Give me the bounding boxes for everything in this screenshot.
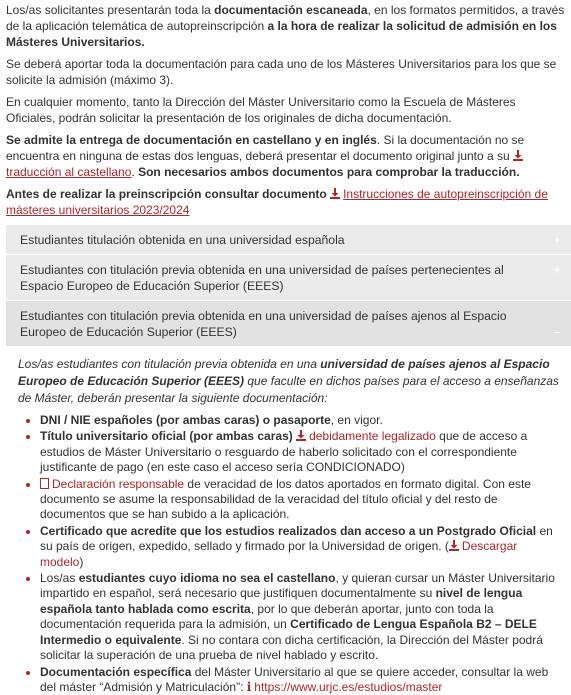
panel-intro: Los/as estudiantes con titulación previa obtenida en una universidad de países ajenos al Espacio Europeo de Educación Superior (EEES) que faculte en dichos países para el acceso a enseñanzas de Máster, deberán presentar la siguiente documentación:	[18, 356, 563, 407]
list-item: • DNI / NIE españoles (por ambas caras) o pasaporte, en vigor.	[40, 413, 563, 428]
plus-icon: +	[553, 262, 561, 278]
list-item: • Los/as estudiantes cuyo idioma no sea el castellano, y quieran cursar un Máster Universitario impartido en español, será necesario que justifiquen documentalmente su nivel de lengua española tanto hablada como escrita, por lo que deberán aportar, junto con toda la documentación requerida para la admisión, un Certificado de Lengua Española B2 – DELE Intermedio o equivalente. Si no contara con dicha certificación, la Dirección del Máster podrá solicitar la superación de una prueba de nivel hablado y escrito.	[40, 571, 563, 663]
intro-paragraph-5: Antes de realizar la preinscripción consultar documento Instrucciones de autopreinscripción de másteres universitarios 2023/2024	[6, 186, 565, 218]
accordion-header-non-eees[interactable]	[6, 300, 571, 346]
plus-icon: +	[553, 232, 561, 248]
intro-paragraph-3: En cualquier momento, tanto la Dirección del Máster Universitario como la Escuela de Másteres Oficiales, podrán solicitar la presentación de los originales de dicha documentación.	[6, 94, 565, 126]
accordion-title: Estudiantes titulación obtenida en una universidad española	[20, 233, 345, 247]
translation-link[interactable]: traducción al castellano	[6, 165, 131, 179]
file-icon	[40, 478, 49, 489]
list-item: • Declaración responsable de veracidad de los datos aportados en formato digital. Con este documento se asume la responsabilidad de la veracidad del título oficial y del resto de documentos que se han subido a la aplicación.	[40, 477, 563, 523]
accordion-title: Estudiantes con titulación previa obtenida en una universidad de países pertenecientes al Espacio Europeo de Educación Superior (EEES)	[20, 263, 504, 293]
intro-paragraph-4: Se admite la entrega de documentación en castellano y en inglés. Si la documentación no se encuentra en ninguna de estas dos lenguas, deberá presentar el documento original junto a su traducción al castellano. Son necesarios ambos documentos para comprobar la traducción.	[6, 132, 565, 180]
intro-paragraph-1: Los/as solicitantes presentarán toda la documentación escaneada, en los formatos permitidos, a través de la aplicación telemática de autopreinscripción a la hora de realizar la solicitud de admisión en los Másteres Universitarios.	[6, 2, 565, 50]
list-item: • Documentación específica del Máster Universitario al que se quiere acceder, consultar la web del máster “Admisión y Matriculación”: i https://www.urjc.es/estudios/master	[40, 665, 563, 695]
main-content	[0, 0, 571, 218]
download-icon	[296, 430, 306, 441]
accordion-header-eees[interactable]	[6, 254, 571, 300]
download-icon	[449, 540, 459, 551]
accordion-title: Estudiantes con titulación previa obtenida en una universidad de países ajenos al Espacio Europeo de Educación Superior (EEES)	[20, 309, 506, 339]
instructions-link[interactable]: Instrucciones de autopreinscripción de másteres universitarios 2023/2024	[6, 187, 548, 217]
accordion-panel-non-eees	[6, 346, 571, 695]
legalized-link[interactable]: debidamente legalizado	[309, 429, 436, 443]
download-model-link[interactable]: Descargar modelo	[40, 539, 517, 568]
master-website-link[interactable]: https://www.urjc.es/estudios/master	[254, 680, 442, 694]
accordion	[6, 224, 571, 695]
download-icon	[330, 188, 340, 199]
minus-icon: −	[553, 325, 561, 341]
info-icon: i	[247, 680, 252, 695]
intro-paragraph-2: Se deberá aportar toda la documentación para cada uno de los Másteres Universitarios para los que se solicite la admisión (máximo 3).	[6, 56, 565, 88]
accordion-header-spain[interactable]	[6, 224, 571, 254]
documentation-list	[18, 413, 563, 695]
download-icon	[513, 150, 523, 161]
list-item: • Certificado que acredite que los estudios realizados dan acceso a un Postgrado Oficial en su país de origen, expedido, sellado y firmado por la Universidad de origen. ( Descargar modelo)	[40, 524, 563, 570]
declaration-link[interactable]: Declaración responsable	[52, 477, 184, 491]
list-item: • Título universitario oficial (por ambas caras) debidamente legalizado que de acceso a estudios de Máster Universitario o resguardo de haberlo solicitado con el correspondiente justificante de pago (en este caso el acceso sería CONDICIONADO)	[40, 429, 563, 475]
